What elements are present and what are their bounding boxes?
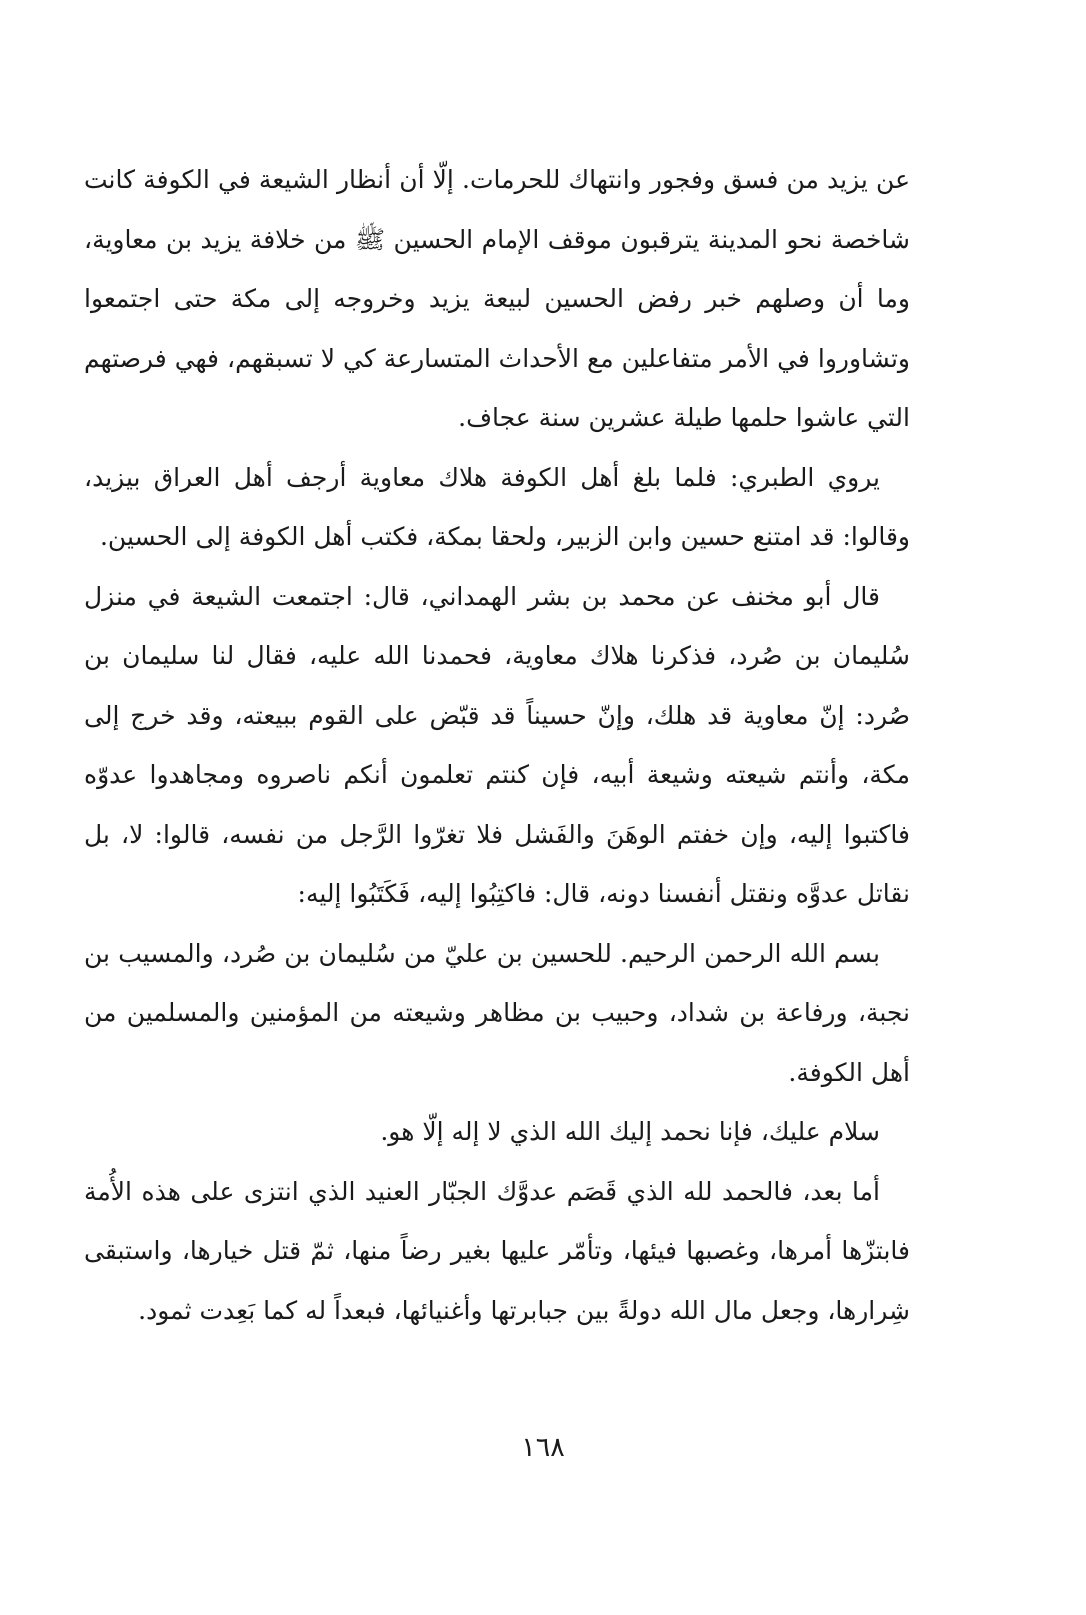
paragraph-letter-opening: بسم الله الرحمن الرحيم. للحسين بن عليّ من سُليمان بن صُرد، والمسيب بن نجبة، ورفاعة بن شداد، وحبيب بن مظاهر وشيعته من المؤمنين والمسلمين من أهل الكوفة.: [84, 938, 910, 1087]
paragraph-tabari: يروي الطبري: فلما بلغ أهل الكوفة هلاك معاوية أرجف أهل العراق بيزيد، وقالوا: قد امتنع حسين وابن الزبير، ولحقا بمكة، فكتب أهل الكوفة إلى الحسين.: [84, 462, 910, 551]
page-number: ١٦٨: [521, 1432, 565, 1463]
body-text: [84, 150, 910, 1340]
paragraph-greeting: سلام عليك، فإنا نحمد إليك الله الذي لا إله إلّا هو.: [380, 1117, 880, 1146]
paragraph-letter-body: أما بعد، فالحمد لله الذي قَصَم عدوَّك الجبّار العنيد الذي انتزى على هذه الأُمة فابتزّها أمرها، وغصبها فيئها، وتأمّر عليها بغير رضاً منها، ثمّ قتل خيارها، واستبقى شِرارها، وجعل مال الله دولةً بين جبابرتها وأغنيائها، فبعداً له كما بَعِدت ثمود.: [84, 1176, 910, 1325]
paragraph-intro: عن يزيد من فسق وفجور وانتهاك للحرمات. إلّا أن أنظار الشيعة في الكوفة كانت شاخصة نحو المدينة يترقبون موقف الإمام الحسين ﷺ من خلافة يزيد بن معاوية، وما أن وصلهم خبر رفض الحسين لبيعة يزيد وخروجه إلى مكة حتى اجتمعوا وتشاوروا في الأمر متفاعلين مع الأحداث المتسارعة كي لا تسبقهم، فهي فرصتهم التي عاشوا حلمها طيلة عشرين سنة عجاف.: [84, 165, 910, 432]
paragraph-abu-mikhnaf: قال أبو مخنف عن محمد بن بشر الهمداني، قال: اجتمعت الشيعة في منزل سُليمان بن صُرد، فذكرنا هلاك معاوية، فحمدنا الله عليه، فقال لنا سليمان بن صُرد: إنّ معاوية قد هلك، وإنّ حسيناً قد قبّض على القوم ببيعته، وقد خرج إلى مكة، وأنتم شيعته وشيعة أبيه، فإن كنتم تعلمون أنكم ناصروه ومجاهدوا عدوّه فاكتبوا إليه، وإن خفتم الوهَنَ والفَشل فلا تغرّوا الرَّجل من نفسه، قالوا: لا، بل نقاتل عدوَّه ونقتل أنفسنا دونه، قال: فاكتِبُوا إليه، فَكَتَبُوا إليه:: [84, 581, 910, 908]
